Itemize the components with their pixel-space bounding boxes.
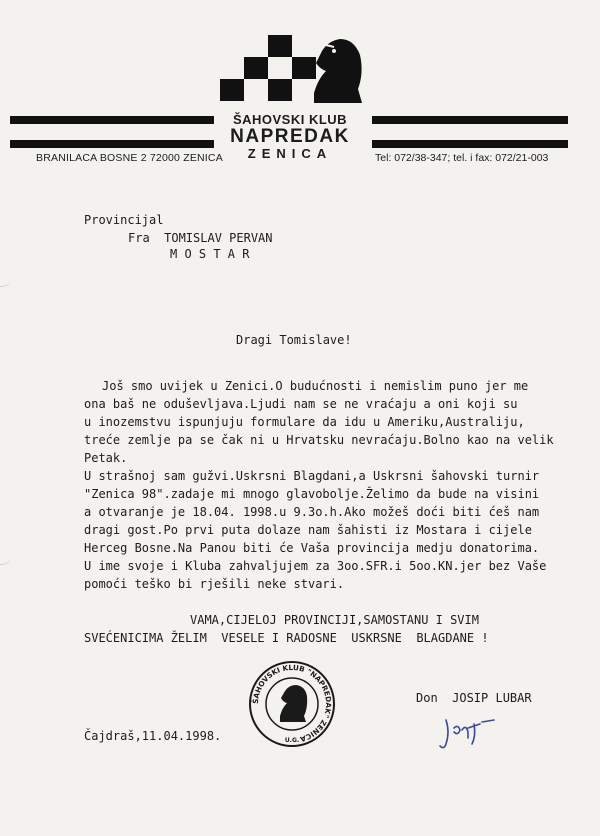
club-name-line2: NAPREDAK [230,126,350,147]
body-line: Još smo uvijek u Zenici.O budućnosti i nemislim puno jer me [102,379,529,393]
body-line: pomoći teško bi rješili neke stvari. [84,577,345,591]
punch-hole [0,552,10,565]
closing-line1: VAMA,CIJELOJ PROVINCIJI,SAMOSTANU I SVIM [190,613,479,627]
body-line: treće zemlje pa se čak ni u Hrvatsku nevraćaju.Bolno kao na velik [84,433,554,447]
club-city: ZENICA [247,146,333,161]
body-line: a otvaranje je 18.04. 1998.u 9.3o.h.Ako možeš doći biti ćeš nam [84,505,540,519]
punch-hole [0,274,10,287]
body-line: u inozemstvu ispunjuju formulare da idu u Ameriku,Australiju, [84,415,525,429]
stamp-knight-icon [280,685,307,722]
body-line: "Zenica 98".zadaje mi mnogo glavobolje.Želimo da bude na visini [84,487,540,501]
recipient-title: Provincijal [84,213,164,227]
header-rule-right-bottom [372,140,568,148]
chess-knight-logo [216,33,366,111]
header-rule-left-top [10,116,214,124]
recipient-city: M O S T A R [170,247,250,261]
body-line: Herceg Bosne.Na Panou biti će Vaša provincija medju donatorima. [84,541,540,555]
club-address: BRANILACA BOSNE 2 72000 ZENICA [36,152,223,164]
stamp-inner-text: U.G. [284,737,300,744]
body-line: ona baš ne oduševljava.Ljudi nam se ne vraćaju a oni koji su [84,397,518,411]
closing-line2: SVEĆENICIMA ŽELIM VESELE I RADOSNE USKRSNE BLAGDANE ! [84,631,489,645]
body-line: U strašnoj sam gužvi.Uskrsni Blagdani,a Uskrsni šahovski turnir [84,469,540,483]
body-line: Petak. [84,451,128,465]
salutation: Dragi Tomislave! [236,333,352,347]
body-line: dragi gost.Po prvi puta dolaze nam šahisti iz Mostara i cijele [84,523,532,537]
recipient-name: Fra TOMISLAV PERVAN [128,231,273,245]
signatory-name: Don JOSIP LUBAR [416,691,532,705]
body-line: U ime svoje i Kluba zahvaljujem za 3oo.SFR.i 5oo.KN.jer bez Vaše [84,559,547,573]
place-date: Čajdraš,11.04.1998. [84,729,222,743]
club-phone: Tel: 072/38-347; tel. i fax: 072/21-003 [375,152,549,164]
handwritten-signature [436,710,498,754]
club-stamp [248,660,336,748]
header-rule-left-bottom [10,140,214,148]
header-rule-right-top [372,116,568,124]
stamp-ring-text: ŠAHOVSKI KLUB "NAPREDAK" ZENICA [250,662,334,744]
club-name-line1: ŠAHOVSKI KLUB [232,112,348,127]
